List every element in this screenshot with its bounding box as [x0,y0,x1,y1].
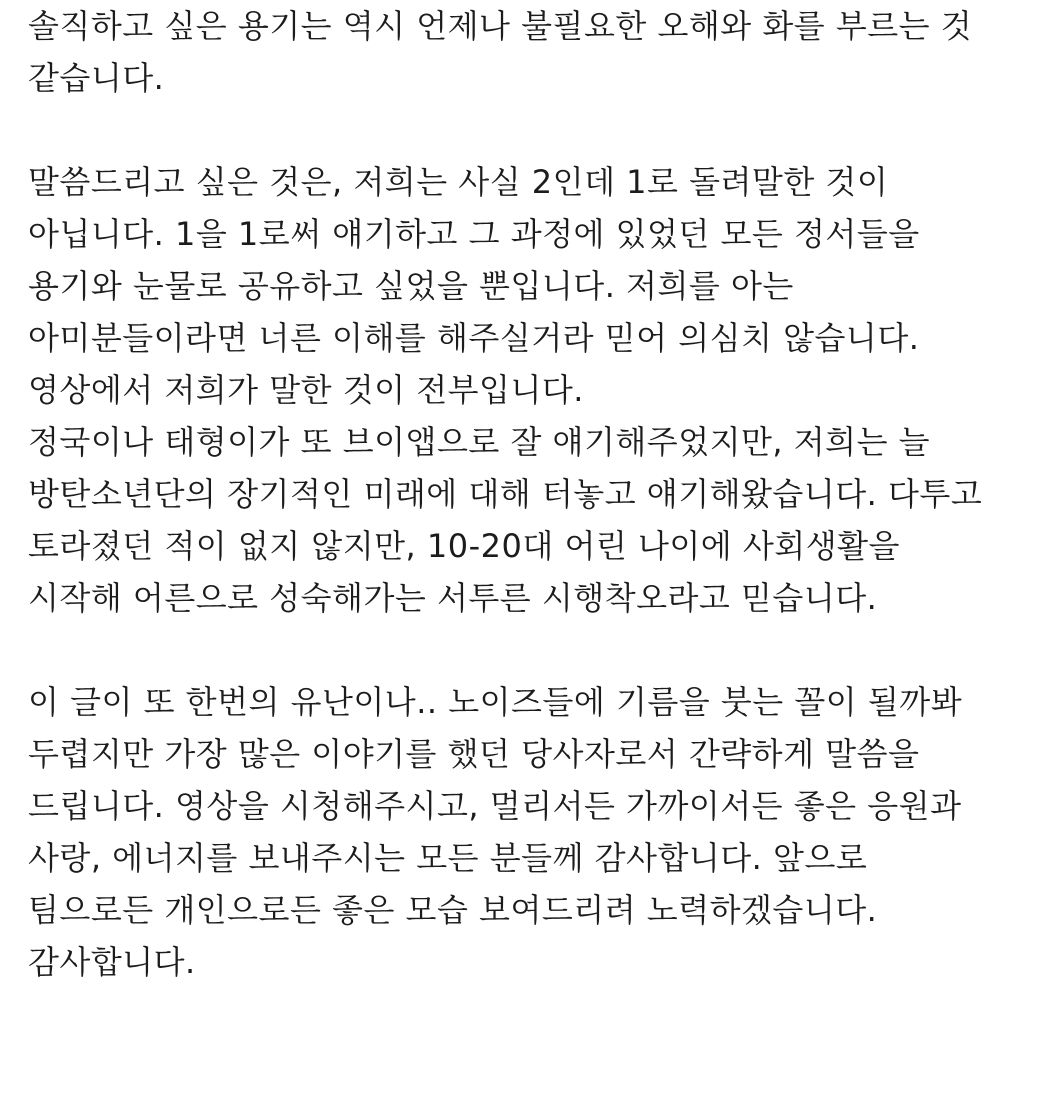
text-line: 감사합니다. [28,943,196,981]
text-line: 아미분들이라면 너른 이해를 해주실거라 믿어 의심치 않습니다. [28,319,920,357]
text-line: 영상에서 저희가 말한 것이 전부입니다. [28,371,584,409]
text-line: 팀으로든 개인으로든 좋은 모습 보여드리려 노력하겠습니다. [28,891,878,929]
text-line: 시작해 어른으로 성숙해가는 서투른 시행착오라고 믿습니다. [28,579,878,617]
text-line: 드립니다. 영상을 시청해주시고, 멀리서든 가까이서든 좋은 응원과 [28,787,962,825]
paragraph [28,0,1028,104]
text-line: 용기와 눈물로 공유하고 싶었을 뿐입니다. 저희를 아는 [28,267,794,305]
paragraph [28,156,1028,624]
text-line: 사랑, 에너지를 보내주시는 모든 분들께 감사합니다. 앞으로 [28,839,868,877]
text-line: 토라졌던 적이 없지 않지만, 10-20대 어린 나이에 사회생활을 [28,527,900,565]
document-body [28,0,1028,988]
text-line: 방탄소년단의 장기적인 미래에 대해 터놓고 얘기해왔습니다. 다투고 [28,475,983,513]
text-line: 말씀드리고 싶은 것은, 저희는 사실 2인데 1로 돌려말한 것이 [28,163,889,201]
text-line: 정국이나 태형이가 또 브이앱으로 잘 얘기해주었지만, 저희는 늘 [28,423,931,461]
text-line: 같습니다. [28,59,165,97]
text-line: 이 글이 또 한번의 유난이나.. 노이즈들에 기름을 붓는 꼴이 될까봐 [28,683,963,721]
text-line: 솔직하고 싶은 용기는 역시 언제나 불필요한 오해와 화를 부르는 것 [28,7,973,45]
paragraph [28,676,1028,988]
text-line: 아닙니다. 1을 1로써 얘기하고 그 과정에 있었던 모든 정서들을 [28,215,920,253]
text-line: 두렵지만 가장 많은 이야기를 했던 당사자로서 간략하게 말씀을 [28,735,920,773]
